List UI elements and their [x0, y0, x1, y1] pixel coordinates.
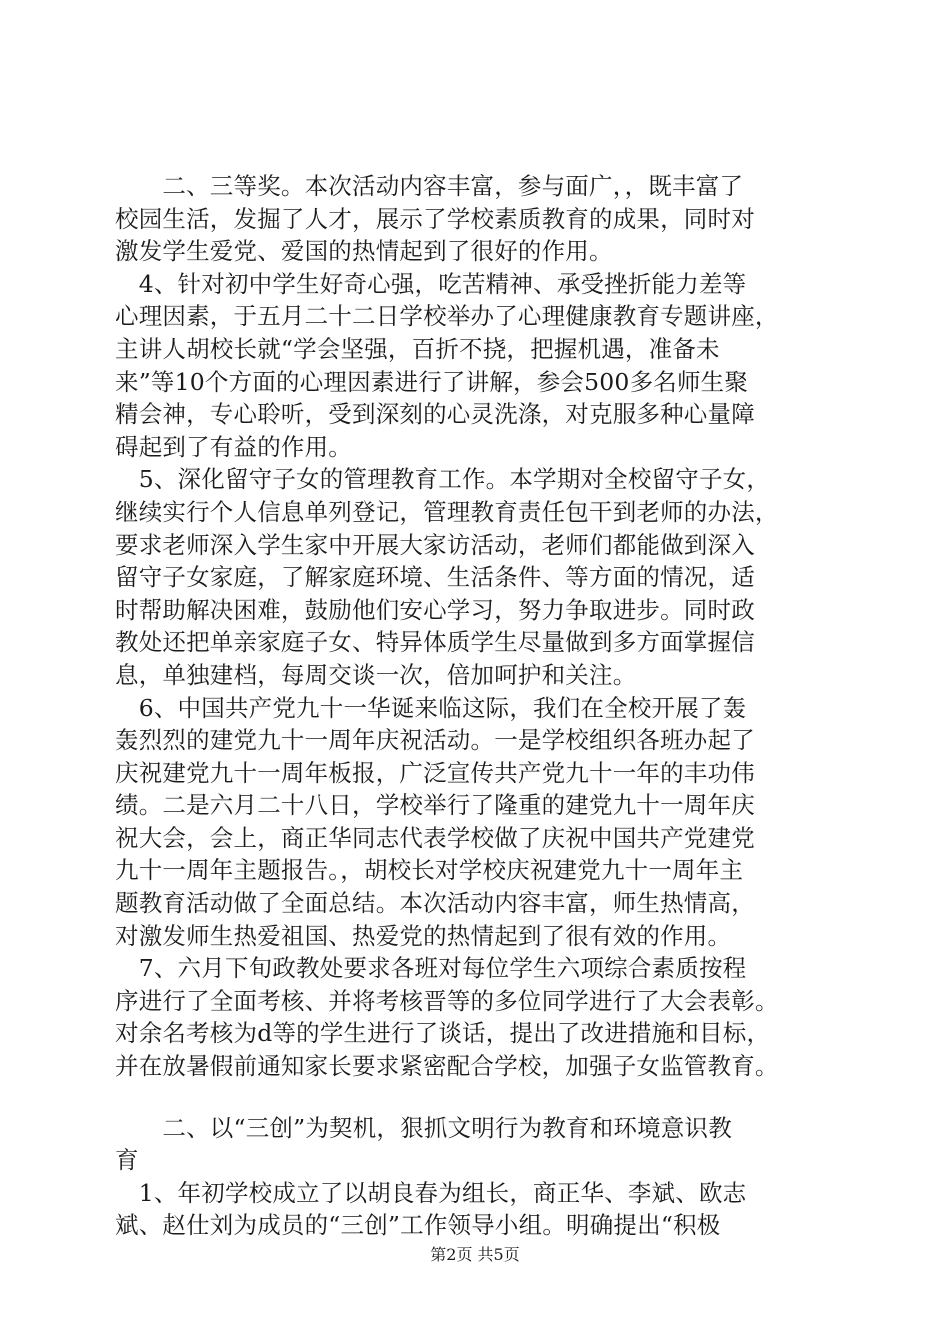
text-line: 心理因素，于五月二十二日学校举办了心理健康教育专题讲座， [115, 302, 779, 331]
text-line: 碍起到了有益的作用。 [115, 432, 352, 461]
paragraph [115, 268, 845, 464]
text-line: 祝大会，会上，商正华同志代表学校做了庆祝中国共产党建党 [115, 823, 755, 852]
text-line: 来”等10个方面的心理因素进行了讲解，参会500多名师生聚 [115, 367, 749, 396]
paragraph [115, 170, 845, 268]
page-footer: 第2页 共5页 [430, 1245, 520, 1264]
text-line: 九十一周年主题报告。，胡校长对学校庆祝建党九十一周年主 [115, 856, 744, 885]
text-line: 教处还把单亲家庭子女、特异体质学生尽量做到多方面掌握信 [115, 628, 755, 657]
paragraph [115, 952, 845, 1082]
text-line: 6、中国共产党九十一华诞来临这际，我们在全校开展了轰 [115, 693, 747, 722]
text-line: 序进行了全面考核、并将考核晋等的多位同学进行了大会表彰。 [115, 986, 779, 1015]
text-line: 校园生活，发掘了人才，展示了学校素质教育的成果，同时对 [115, 204, 755, 233]
text-line: 对激发师生热爱祖国、热爱党的热情起到了很有效的作用。 [115, 921, 732, 950]
text-line: 并在放暑假前通知家长要求紧密配合学校，加强子女监管教育。 [115, 1052, 779, 1081]
text-line: 对余名考核为d等的学生进行了谈话，提出了改进措施和目标， [115, 1019, 771, 1048]
text-line: 绩。二是六月二十八日，学校举行了隆重的建党九十一周年庆 [115, 791, 755, 820]
text-line: 要求老师深入学生家中开展大家访活动，老师们都能做到深入 [115, 530, 755, 559]
paragraph [115, 463, 845, 691]
text-line: 题教育活动做了全面总结。本次活动内容丰富，师生热情高， [115, 889, 755, 918]
text-line: 4、针对初中学生好奇心强，吃苦精神、承受挫折能力差等 [115, 269, 747, 298]
text-line: 主讲人胡校长就“学会坚强，百折不挠，把握机遇，准备未 [115, 334, 720, 363]
text-line: 留守子女家庭，了解家庭环境、生活条件、等方面的情况，适 [115, 563, 755, 592]
text-line: 轰烈烈的建党九十一周年庆祝活动。一是学校组织各班办起了 [115, 726, 755, 755]
paragraph [115, 692, 845, 953]
text-line: 息，单独建档，每周交谈一次，倍加呵护和关注。 [115, 660, 637, 689]
text-line: 二、三等奖。本次活动内容丰富，参与面广，，既丰富了 [115, 172, 744, 200]
text-line: 1、年初学校成立了以胡良春为组长，商正华、李斌、欧志 [115, 1178, 747, 1207]
text-line: 激发学生爱党、爱国的热情起到了很好的作用。 [115, 237, 613, 266]
text-line: 斌、赵仕刘为成员的“三创”工作领导小组。明确提出“积极 [115, 1211, 721, 1240]
text-line: 庆祝建党九十一周年板报，广泛宣传共产党九十一年的丰功伟 [115, 758, 755, 787]
paragraph [115, 1112, 845, 1177]
text-line: 时帮助解决困难，鼓励他们安心学习，努力争取进步。同时政 [115, 595, 755, 624]
text-line: 继续实行个人信息单列登记，管理教育责任包干到老师的办法， [115, 497, 779, 526]
text-line: 精会神，专心聆听，受到深刻的心灵洗涤，对克服多种心量障 [115, 400, 755, 429]
paragraph [115, 1177, 845, 1242]
paragraph-gap [115, 1083, 845, 1112]
text-line: 7、六月下旬政教处要求各班对每位学生六项综合素质按程 [115, 954, 747, 983]
text-line: 育 [115, 1146, 139, 1175]
text-line: 5、深化留守子女的管理教育工作。本学期对全校留守子女， [115, 465, 771, 494]
text-line: 二、以“三创”为契机，狠抓文明行为教育和环境意识教 [115, 1113, 732, 1142]
document-body [115, 170, 845, 1242]
